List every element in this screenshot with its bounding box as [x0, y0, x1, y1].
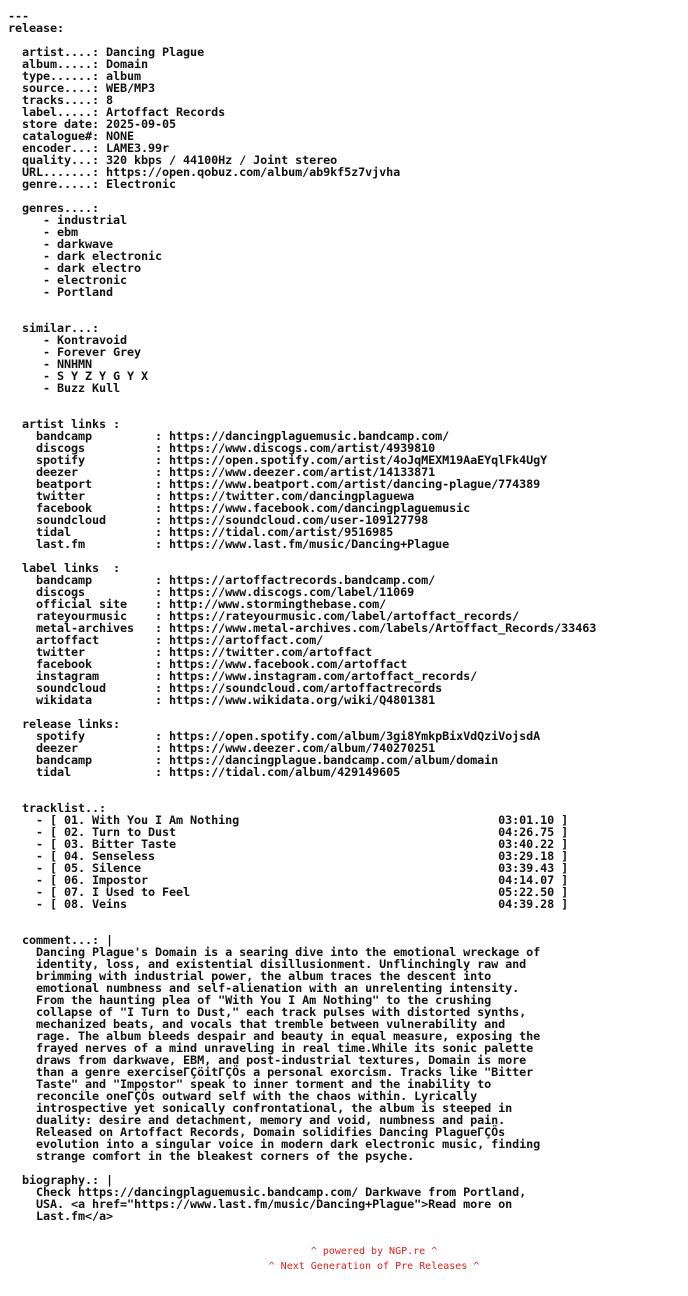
footer-tagline: ^ Next Generation of Pre Releases ^: [268, 1261, 480, 1272]
footer: [0, 1244, 688, 1274]
nfo-release-text: --- release: artist....: Dancing Plague album.....: Domain type......: album source....: WEB/MP3 tracks....: 8 label.....: Artoffact Records store date: 2025-09-05 catalogue#: NONE encoder...: LAME3.99r quality...: 320 kbps / 44100Hz / Joint stereo URL.......: https://open.qobuz.com/album/ab9kf5z7vjvha genre.....: Electronic genres....: - industrial - ebm - darkwave - dark electronic - dark electro - electronic - Portland similar...: - Kontravoid - Forever Grey - NNHMN - S Y Z Y G Y X - Buzz Kull artist links : bandcamp : https://dancingplaguemusic.bandcamp.com/ discogs : https://www.discogs.com/artist/4939810 spotify : https://open.spotify.com/artist/4oJqMEXM19AaEYqlFk4UgY deezer : https://www.deezer.com/artist/14133871 beatport : https://www.beatport.com/artist/dancing-plague/774389 twitter : https://twitter.com/dancingplaguewa facebook : https://www.facebook.com/dancingplaguemusic soundcloud : https://soundcloud.com/user-109127798 tidal : https://tidal.com/artist/9516985 last.fm : https://www.last.fm/music/Dancing+Plague label links : bandcamp : https://artoffactrecords.bandcamp.com/ discogs : https://www.discogs.com/label/11069 official site : http://www.stormingthebase.com/ rateyourmusic : https://rateyourmusic.com/label/artoffact_records/ metal-archives : https://www.metal-archives.com/labels/Artoffact_Records/33463 artoffact : https://artoffact.com/ twitter : https://twitter.com/artoffact facebook : https://www.facebook.com/artoffact instagram : https://www.instagram.com/artoffact_records/ soundcloud : https://soundcloud.com/artoffactrecords wikidata : https://www.wikidata.org/wiki/Q4801381 release links: spotify : https://open.spotify.com/album/3gi8YmkpBixVdQziVojsdA deezer : https://www.deezer.com/album/740270251 bandcamp : https://dancingplague.bandcamp.com/album/domain tidal : https://tidal.com/album/429149605 tracklist..: - [ 01. With You I Am Nothing 03:01.10 ] - [ 02. Turn to Dust 04:26.75 ] - [ 03. Bitter Taste 03:40.22 ] - [ 04. Senseless 03:29.18 ] - [ 05. Silence 03:39.43 ] - [ 06. Impostor 04:14.07 ] - [ 07. I Used to Feel 05:22.50 ] - [ 08. Veins 04:39.28 ] comment...: | Dancing Plague's Domain is a searing dive into the emotional wreckage of identity, loss, and existential disillusionment. Unflinchingly raw and brimming with industrial power, the album traces the descent into emotional numbness and self-alienation with an unrelenting intensity. From the haunting plea of "With You I Am Nothing" to the crushing collapse of "I Turn to Dust," each track pulses with distorted synths, mechanized beats, and vocals that tremble between vulnerability and rage. The album bleeds despair and beauty in equal measure, exposing the frayed nerves of a mind unraveling in real time.While its sonic palette draws from darkwave, EBM, and post-industrial textures, Domain is more than a genre exerciseΓÇöitΓÇÖs a personal exorcism. Tracks like "Bitter Taste" and "Impostor" speak to inner torment and the inability to reconcile oneΓÇÖs outward self with the chaos within. Lyrically introspective yet sonically confrontational, the album is steeped in duality: desire and detachment, memory and void, numbness and pain. Released on Artoffact Records, Domain solidifies Dancing PlagueΓÇÖs evolution into a singular voice in modern dark electronic music, finding strange comfort in the bleakest corners of the psyche. biography.: | Check https://dancingplaguemusic.bandcamp.com/ Darkwave from Portland, USA. <a href="https://www.last.fm/music/Dancing+Plague">Read more on Last.fm</a>: [8, 9, 597, 1223]
footer-powered-by: ^ powered by NGP.re ^: [310, 1246, 438, 1257]
